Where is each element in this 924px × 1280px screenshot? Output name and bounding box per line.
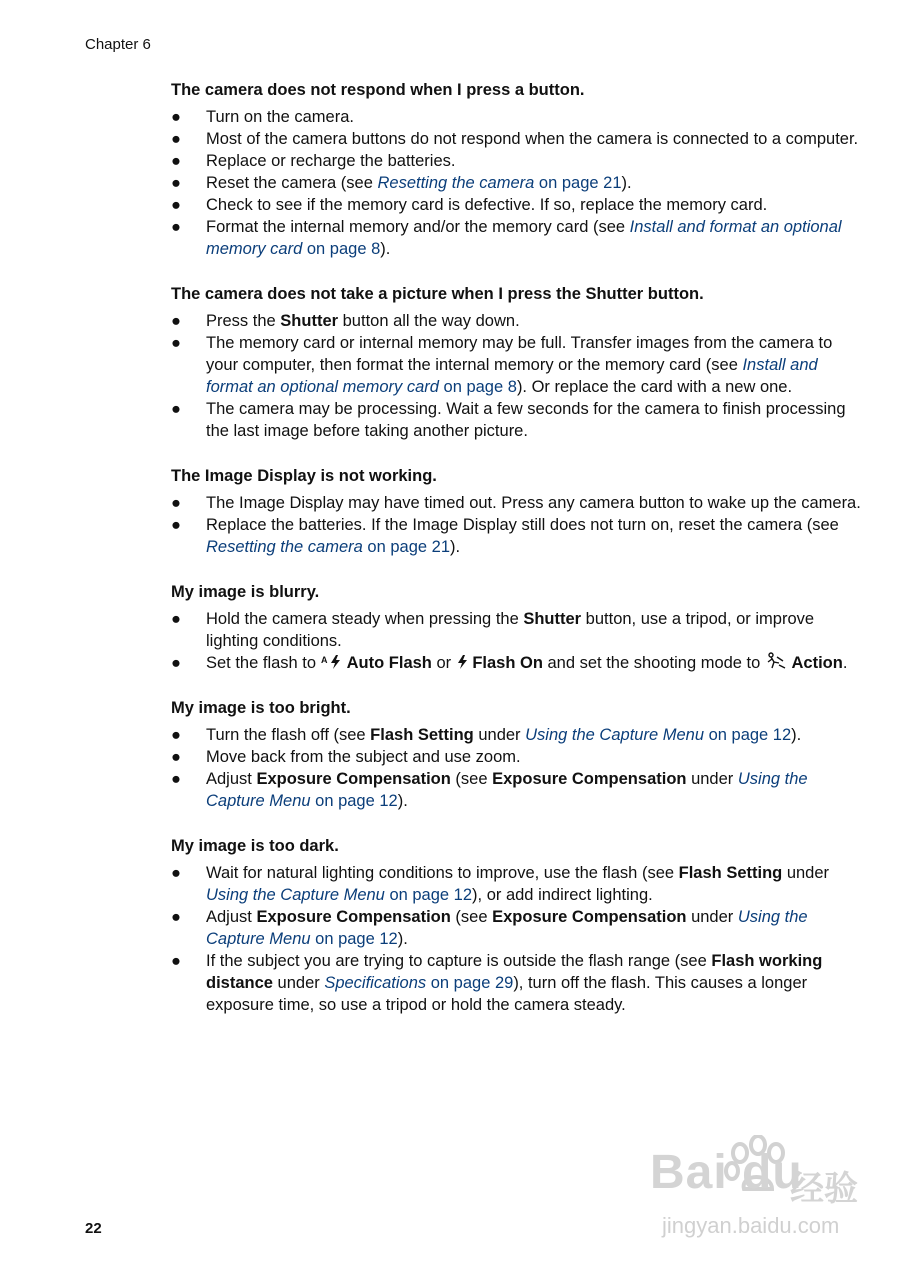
text-run: under xyxy=(782,864,830,882)
link-title: Install and format an optional memory card xyxy=(206,218,842,258)
list-item xyxy=(171,652,861,674)
bullet-icon: ● xyxy=(171,218,181,236)
chapter-label: Chapter 6 xyxy=(85,36,151,53)
link-title: Using the Capture Menu xyxy=(525,726,704,744)
link-page: on page 8 xyxy=(438,378,517,396)
text-run: ), or add indirect lighting. xyxy=(472,886,653,904)
text-run: ), turn off the flash. This causes a longer exposure time, so use a tripod or hold the camera steady. xyxy=(206,974,808,1014)
bullet-icon: ● xyxy=(171,654,181,672)
list-item xyxy=(171,332,861,398)
link-page: on page 29 xyxy=(426,974,514,992)
bold-term: Exposure Compensation xyxy=(492,770,687,788)
text-run: under xyxy=(686,770,738,788)
list-item xyxy=(171,106,861,128)
cross-reference-link[interactable] xyxy=(206,886,472,904)
text-run: Reset the camera (see xyxy=(206,174,378,192)
text-run: ). xyxy=(791,726,802,744)
text-run: Turn on the camera. xyxy=(206,108,354,126)
flash-on-icon xyxy=(456,654,468,672)
bullet-icon: ● xyxy=(171,726,181,744)
list-item xyxy=(171,768,861,812)
auto-flash-icon xyxy=(321,654,343,672)
section-title: My image is too bright. xyxy=(171,699,351,717)
text-run: Wait for natural lighting conditions to improve, use the flash (see xyxy=(206,864,679,882)
section-title: The camera does not take a picture when I press the Shutter button. xyxy=(171,285,704,303)
text-run: button, use a tripod, or improve lighting conditions. xyxy=(206,610,815,650)
bullet-icon: ● xyxy=(171,516,181,534)
text-run: Set the flash to xyxy=(206,654,321,672)
link-page: on page 21 xyxy=(362,538,451,556)
section-title: The camera does not respond when I press a button. xyxy=(171,81,585,99)
cross-reference-link[interactable] xyxy=(324,974,513,992)
list-item xyxy=(171,906,861,950)
watermark-logo: Bai du xyxy=(650,1146,803,1199)
text-run: Press the xyxy=(206,312,281,330)
text-run: Format the internal memory and/or the memory card (see xyxy=(206,218,630,236)
list-item xyxy=(171,746,861,768)
link-title: Using the Capture Menu xyxy=(206,770,808,810)
cross-reference-link[interactable] xyxy=(378,174,622,192)
list-item xyxy=(171,216,861,260)
bold-term: Action xyxy=(791,654,843,672)
page-number: 22 xyxy=(85,1220,102,1237)
troubleshooting-content xyxy=(171,79,861,1039)
bullet-icon: ● xyxy=(171,494,181,512)
watermark-cn: 经验 xyxy=(790,1170,858,1208)
text-run: Replace the batteries. If the Image Display still does not turn on, reset the camera (see xyxy=(206,516,839,534)
list-item xyxy=(171,194,861,216)
bullet-icon: ● xyxy=(171,108,181,126)
bullet-icon: ● xyxy=(171,952,181,970)
text-run: ). xyxy=(621,174,632,192)
bold-term: Exposure Compensation xyxy=(256,908,451,926)
bullet-icon: ● xyxy=(171,334,181,352)
bullet-icon: ● xyxy=(171,748,181,766)
text-run: Most of the camera buttons do not respond when the camera is connected to a computer. xyxy=(206,130,859,148)
link-title: Install and format an optional memory card xyxy=(206,356,818,396)
text-run: under xyxy=(686,908,738,926)
link-title: Resetting the camera xyxy=(206,538,363,556)
link-page: on page 12 xyxy=(310,930,398,948)
bold-term: Flash On xyxy=(467,654,543,672)
bullet-icon: ● xyxy=(171,770,181,788)
watermark-url: jingyan.baidu.com xyxy=(662,1213,840,1238)
list-item xyxy=(171,724,861,746)
text-run: Check to see if the memory card is defective. If so, replace the memory card. xyxy=(206,196,768,214)
list-item xyxy=(171,128,861,150)
text-run: Adjust xyxy=(206,908,257,926)
text-run: . xyxy=(842,654,848,672)
list-item xyxy=(171,950,861,1016)
section-title: My image is too dark. xyxy=(171,837,339,855)
text-run: under xyxy=(473,726,526,744)
cross-reference-link[interactable] xyxy=(525,726,791,744)
bullet-list xyxy=(171,492,861,558)
baidu-watermark xyxy=(650,1135,880,1265)
bullet-list xyxy=(171,608,861,674)
link-title: Using the Capture Menu xyxy=(206,886,385,904)
link-page: on page 8 xyxy=(302,240,381,258)
bullet-icon: ● xyxy=(171,908,181,926)
text-run: under xyxy=(272,974,325,992)
text-run: button all the way down. xyxy=(338,312,520,330)
section xyxy=(171,283,861,442)
text-run: The camera may be processing. Wait a few seconds for the camera to finish processing the last image before taking another picture. xyxy=(206,400,846,440)
link-page: on page 21 xyxy=(534,174,622,192)
list-item xyxy=(171,608,861,652)
list-item xyxy=(171,398,861,442)
bullet-icon: ● xyxy=(171,196,181,214)
bold-term: Auto Flash xyxy=(342,654,432,672)
section xyxy=(171,697,861,812)
text-run: If the subject you are trying to capture is outside the flash range (see xyxy=(206,952,712,970)
link-title: Using the Capture Menu xyxy=(206,908,808,948)
text-run: Replace or recharge the batteries. xyxy=(206,152,456,170)
cross-reference-link[interactable] xyxy=(206,538,450,556)
svg-text:A: A xyxy=(320,655,328,665)
bullet-list xyxy=(171,310,861,442)
text-run: ). xyxy=(380,240,391,258)
text-run: The memory card or internal memory may be full. Transfer images from the camera to your computer, then format the internal memory or the memory card (see xyxy=(206,334,833,374)
section-title: My image is blurry. xyxy=(171,583,320,601)
link-page: on page 12 xyxy=(384,886,473,904)
list-item xyxy=(171,492,861,514)
bold-term: Flash working distance xyxy=(206,952,823,992)
bold-term: Flash Setting xyxy=(370,726,474,744)
bullet-icon: ● xyxy=(171,174,181,192)
bold-term: Shutter xyxy=(523,610,582,628)
bullet-icon: ● xyxy=(171,610,181,628)
list-item xyxy=(171,172,861,194)
list-item xyxy=(171,514,861,558)
bullet-list xyxy=(171,724,861,812)
text-run: (see xyxy=(450,908,493,926)
section-title: The Image Display is not working. xyxy=(171,467,437,485)
text-run: The Image Display may have timed out. Press any camera button to wake up the camera. xyxy=(206,494,861,512)
link-title: Resetting the camera xyxy=(377,174,535,192)
bullet-icon: ● xyxy=(171,312,181,330)
list-item xyxy=(171,862,861,906)
text-run: Adjust xyxy=(206,770,257,788)
list-item xyxy=(171,310,861,332)
text-run: ). Or replace the card with a new one. xyxy=(516,378,793,396)
bold-term: Flash Setting xyxy=(678,864,783,882)
link-page: on page 12 xyxy=(310,792,398,810)
text-run: Turn the flash off (see xyxy=(206,726,371,744)
bold-term: Exposure Compensation xyxy=(492,908,687,926)
text-run: ). xyxy=(450,538,461,556)
link-title: Specifications xyxy=(324,974,427,992)
bold-term: Shutter xyxy=(280,312,339,330)
section xyxy=(171,465,861,558)
text-run: ). xyxy=(397,930,408,948)
bullet-list xyxy=(171,862,861,1016)
bullet-icon: ● xyxy=(171,864,181,882)
text-run: ). xyxy=(397,792,408,810)
bullet-icon: ● xyxy=(171,130,181,148)
section xyxy=(171,79,861,260)
text-run: or xyxy=(431,654,456,672)
bullet-list xyxy=(171,106,861,260)
bullet-icon: ● xyxy=(171,152,181,170)
text-run: and set the shooting mode to xyxy=(542,654,765,672)
list-item xyxy=(171,150,861,172)
action-mode-icon xyxy=(765,654,787,672)
bullet-icon: ● xyxy=(171,400,181,418)
text-run: Hold the camera steady when pressing the xyxy=(206,610,524,628)
section xyxy=(171,581,861,674)
bold-term: Exposure Compensation xyxy=(256,770,451,788)
section xyxy=(171,835,861,1016)
text-run: (see xyxy=(450,770,493,788)
text-run: Move back from the subject and use zoom. xyxy=(206,748,521,766)
link-page: on page 12 xyxy=(704,726,792,744)
